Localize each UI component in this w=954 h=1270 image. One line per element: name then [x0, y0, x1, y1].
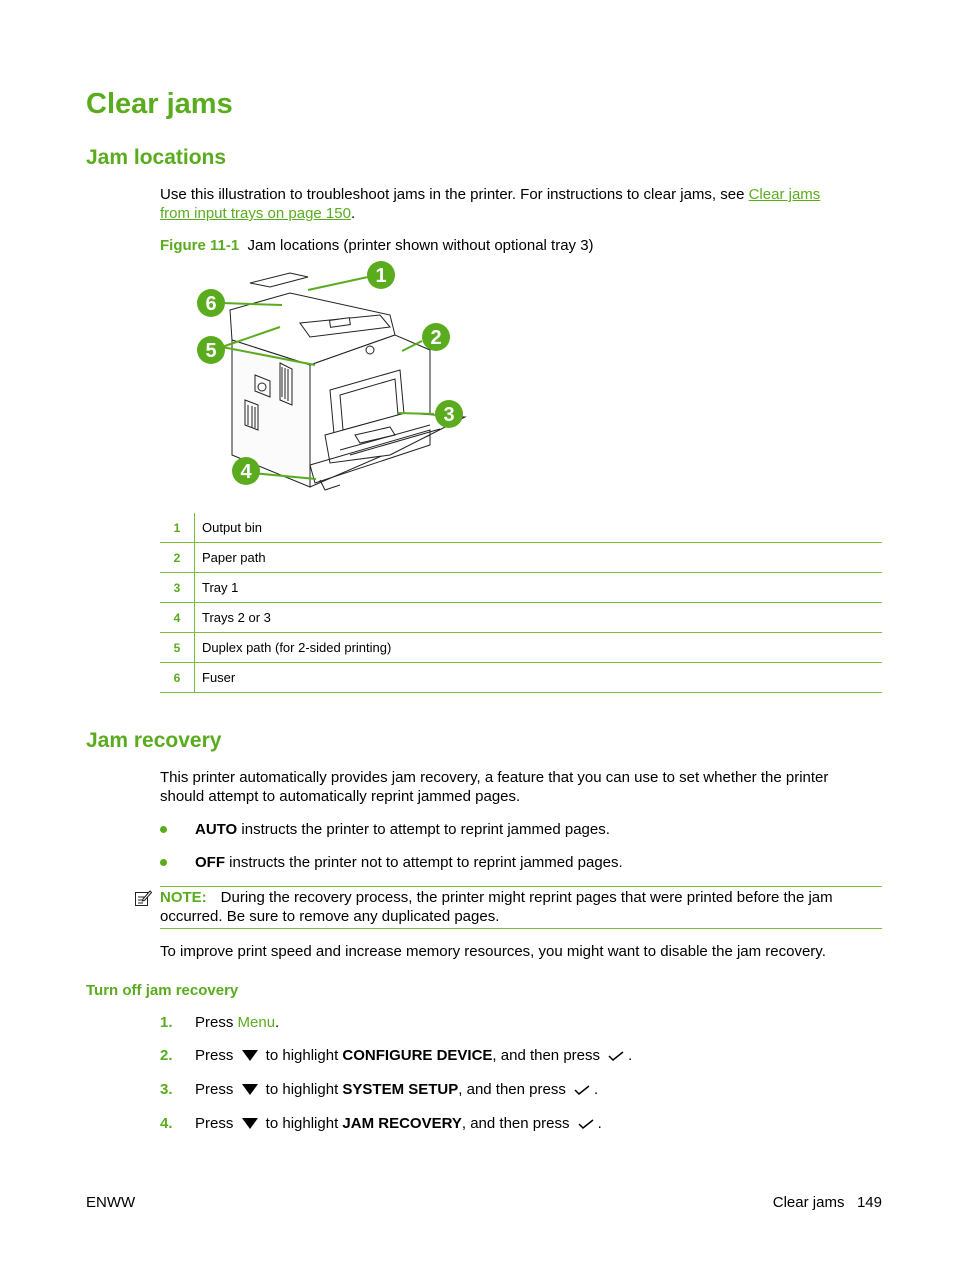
callout-6-label: 6: [205, 293, 217, 315]
callout-4-label: 4: [240, 461, 252, 483]
step-post: , and then press: [492, 1047, 600, 1064]
footer-left: ENWW: [86, 1194, 136, 1211]
page-number: 149: [856, 1194, 882, 1211]
callout-5-label: 5: [205, 340, 217, 362]
step-pre: Press: [195, 1115, 234, 1132]
jam-recovery-intro-line1: This printer automatically provides jam recovery, a feature that you can use to set whether the printer: [160, 769, 829, 786]
step-number: 1.: [160, 1014, 173, 1031]
note-icon: [134, 889, 152, 907]
callout-1-label: 1: [375, 265, 387, 287]
table-row: [160, 663, 882, 693]
turn-off-heading: Turn off jam recovery: [86, 982, 239, 999]
note-line2: occurred. Be sure to remove any duplicated pages.: [160, 908, 500, 925]
legend-text: Fuser: [195, 663, 883, 693]
legend-text: Paper path: [195, 543, 883, 573]
down-arrow-icon: [242, 1050, 258, 1061]
step-post: , and then press: [461, 1115, 570, 1132]
step-menu-item: JAM RECOVERY: [342, 1115, 462, 1132]
legend-num: 6: [160, 663, 195, 693]
figure-label: Figure 11-1: [160, 237, 240, 254]
bullet-keyword: OFF: [195, 854, 225, 871]
step-end: .: [628, 1047, 633, 1064]
step-menu-item: CONFIGURE DEVICE: [342, 1047, 493, 1064]
legend-num: 2: [160, 543, 195, 573]
step-number: 4.: [160, 1115, 173, 1132]
step-body: [195, 1081, 598, 1098]
jam-recovery-heading: Jam recovery: [86, 729, 222, 752]
checkmark-icon: [573, 1084, 591, 1096]
note-box: [160, 886, 882, 929]
intro-end: .: [350, 205, 356, 222]
step-mid: to highlight: [261, 1115, 343, 1132]
step-end: .: [594, 1081, 599, 1098]
table-row: [160, 513, 882, 543]
footer-title: Clear jams: [772, 1194, 845, 1211]
step-body: [195, 1014, 279, 1031]
step-menu-item: SYSTEM SETUP: [342, 1081, 459, 1098]
clear-jams-link[interactable]: Clear jams: [748, 186, 821, 203]
down-arrow-icon: [242, 1084, 258, 1095]
down-arrow-icon: [242, 1118, 258, 1129]
step-end: .: [597, 1115, 602, 1132]
jam-recovery-intro: [160, 768, 882, 806]
bullet-desc: instructs the printer not to attempt to reprint jammed pages.: [225, 854, 623, 871]
jam-locations-intro: [160, 185, 882, 223]
callout-3-label: 3: [443, 404, 455, 426]
step-pre: Press: [195, 1081, 234, 1098]
menu-button-name: Menu: [237, 1014, 276, 1031]
jam-locations-heading: Jam locations: [86, 146, 227, 169]
legend-num: 5: [160, 633, 195, 663]
jam-recovery-intro-line2: should attempt to automatically reprint jammed pages.: [160, 788, 521, 805]
legend-text: Trays 2 or 3: [195, 603, 883, 633]
legend-num: 4: [160, 603, 195, 633]
step-pre: Press: [195, 1047, 234, 1064]
note-line1: During the recovery process, the printer might reprint pages that were printed before the jam: [220, 889, 833, 906]
figure-caption: [160, 237, 594, 254]
note-label: NOTE:: [160, 889, 207, 906]
bullet-text: [195, 854, 623, 871]
step-body: [195, 1047, 632, 1064]
bullet-desc: instructs the printer to attempt to reprint jammed pages.: [237, 821, 610, 838]
footer-right: [773, 1194, 882, 1211]
legend-text: Duplex path (for 2-sided printing): [195, 633, 883, 663]
step-post: .: [275, 1014, 280, 1031]
callout-2-label: 2: [430, 327, 442, 349]
bullet-text: [195, 821, 610, 838]
checkmark-icon: [577, 1118, 595, 1130]
table-row: [160, 543, 882, 573]
clear-jams-link-cont[interactable]: from input trays on page 150: [160, 205, 351, 222]
legend-num: 1: [160, 513, 195, 543]
jam-recovery-closing: To improve print speed and increase memory resources, you might want to disable the jam recovery.: [160, 943, 826, 960]
step-mid: to highlight: [261, 1081, 343, 1098]
page-title: Clear jams: [86, 88, 233, 120]
bullet-dot: [160, 826, 167, 833]
jam-locations-legend: [160, 513, 882, 693]
intro-text: Use this illustration to troubleshoot jams in the printer. For instructions to clear jams, see: [160, 186, 749, 203]
legend-num: 3: [160, 573, 195, 603]
bullet-keyword: AUTO: [195, 821, 238, 838]
legend-text: Tray 1: [195, 573, 883, 603]
table-row: [160, 633, 882, 663]
checkmark-icon: [607, 1050, 625, 1062]
figure-caption-text: Jam locations (printer shown without optional tray 3): [247, 237, 594, 254]
bullet-dot: [160, 859, 167, 866]
step-post: , and then press: [458, 1081, 566, 1098]
step-pre: Press: [195, 1014, 238, 1031]
step-number: 2.: [160, 1047, 173, 1064]
table-row: [160, 603, 882, 633]
step-body: [195, 1115, 602, 1132]
step-number: 3.: [160, 1081, 173, 1098]
step-mid: to highlight: [261, 1047, 343, 1064]
legend-text: Output bin: [195, 513, 883, 543]
table-row: [160, 573, 882, 603]
printer-illustration: [190, 255, 480, 495]
